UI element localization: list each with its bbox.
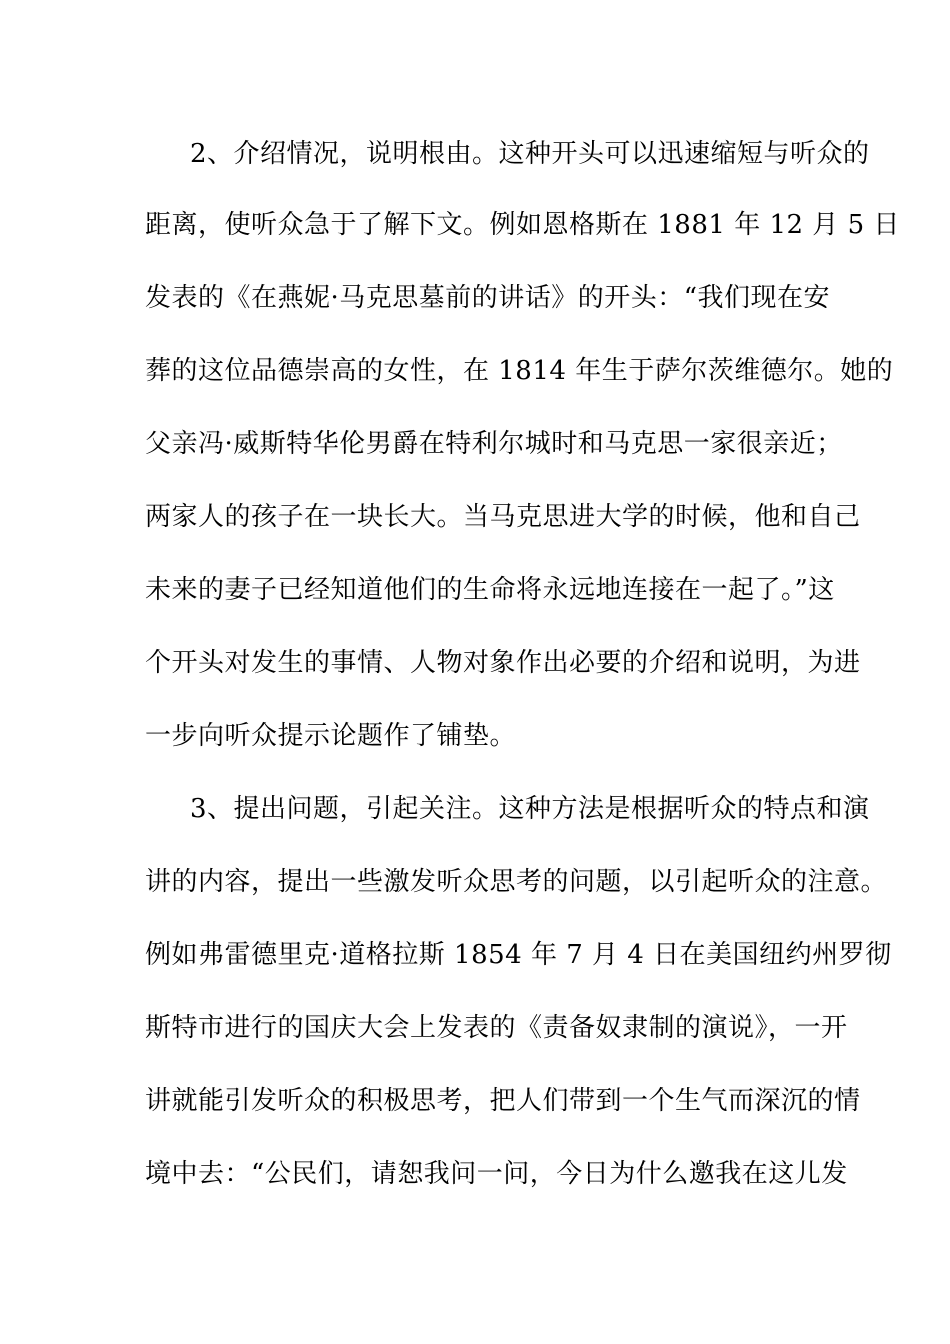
paragraph-line: 2、介绍情况，说明根由。这种开头可以迅速缩短与听众的 bbox=[190, 139, 870, 169]
paragraph-line: 讲就能引发听众的积极思考，把人们带到一个生气而深沉的情 bbox=[145, 1086, 861, 1116]
paragraph-line: 发表的《在燕妮·马克思墓前的讲话》的开头：“我们现在安 bbox=[145, 283, 831, 313]
paragraph-line: 个开头对发生的事情、人物对象作出必要的介绍和说明，为进 bbox=[145, 648, 861, 678]
paragraph-line: 未来的妻子已经知道他们的生命将永远地连接在一起了。”这 bbox=[145, 575, 835, 605]
paragraph-line: 例如弗雷德里克·道格拉斯 1854 年 7 月 4 日在美国纽约州罗彻 bbox=[145, 940, 892, 970]
paragraph-line: 3、提出问题，引起关注。这种方法是根据听众的特点和演 bbox=[190, 794, 870, 824]
paragraph-line: 父亲冯·威斯特华伦男爵在特利尔城时和马克思一家很亲近； bbox=[145, 429, 843, 459]
paragraph-line: 斯特市进行的国庆大会上发表的《责备奴隶制的演说》，一开 bbox=[145, 1013, 848, 1043]
paragraph-line: 一步向听众提示论题作了铺垫。 bbox=[145, 721, 517, 751]
paragraph-line: 境中去：“公民们，请恕我问一问，今日为什么邀我在这儿发 bbox=[145, 1159, 848, 1189]
paragraph-line: 讲的内容，提出一些激发听众思考的问题，以引起听众的注意。 bbox=[145, 867, 888, 897]
paragraph-line: 葬的这位品德崇高的女性，在 1814 年生于萨尔茨维德尔。她的 bbox=[145, 356, 894, 386]
paragraph-line: 两家人的孩子在一块长大。当马克思进大学的时候，他和自己 bbox=[145, 502, 861, 532]
paragraph-line: 距离，使听众急于了解下文。例如恩格斯在 1881 年 12 月 5 日 bbox=[145, 210, 900, 240]
